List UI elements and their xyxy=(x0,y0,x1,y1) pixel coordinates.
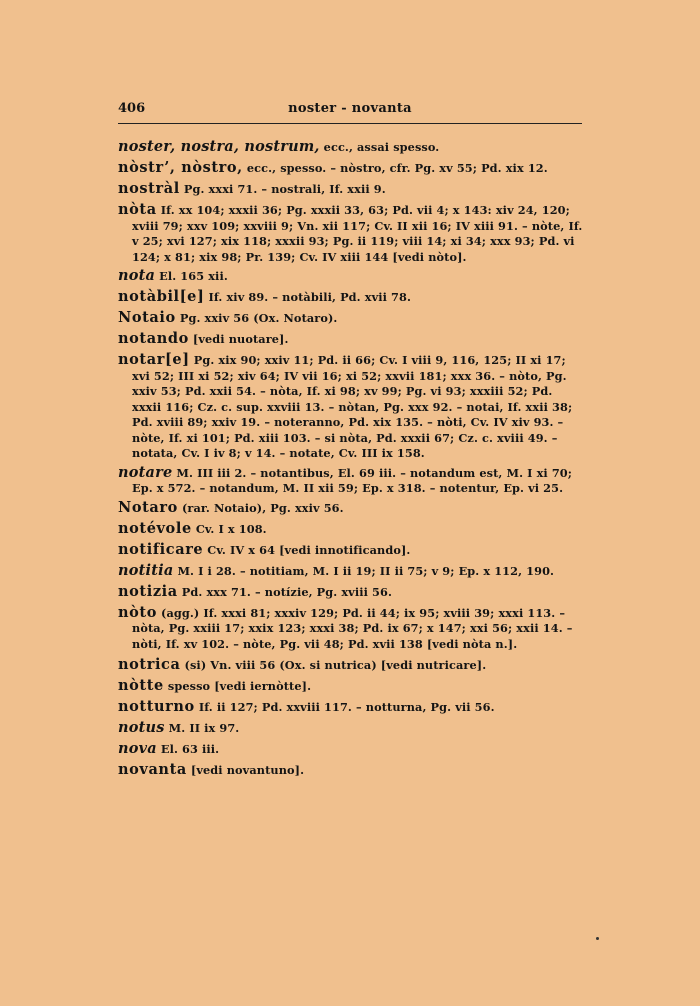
entry xyxy=(118,160,584,177)
entry xyxy=(118,352,584,462)
page-number: 406 xyxy=(118,101,146,116)
entry xyxy=(118,139,584,156)
entry xyxy=(118,500,584,517)
entry-headword: Notaio xyxy=(118,309,176,326)
entry-body: Pg. xix 90; xxiv 11; Pd. ii 66; Cv. I viii 9, 116, 125; II xi 17; xvi 52; III xi 52; xiv 64; IV vii 16; xi 52; xxvii 181; xxx 36. – nòto, Pg. xxiv 53; Pd. xxii 54. – nòta, If. xi 98; xv 99; Pg. vi 93; xxxiii 52; Pd. xxxii 116; Cz. c. sup. xxviii 13. – nòtan, Pg. xxx 92. – notai, If. xxii 38; Pd. xviii 89; xxiv 19. – noteranno, Pd. xix 135. – nòti, Cv. IV xiv 93. – nòte, If. xi 101; Pd. xiii 103. – si nòta, Pd. xxxii 67; Cz. c. xviii 49. – notata, Cv. I iv 8; v 14. – notate, Cv. III ix 158. xyxy=(132,353,573,460)
header-rule xyxy=(118,123,582,124)
entry-headword: nòtte xyxy=(118,676,164,694)
entry-body: [vedi novantuno]. xyxy=(186,762,305,777)
entry xyxy=(118,584,584,601)
entry xyxy=(118,699,584,716)
entry xyxy=(118,465,584,497)
entry-headword: nòta xyxy=(118,201,157,218)
entry xyxy=(118,181,584,198)
entry-headword: nota xyxy=(118,267,156,284)
entry-body: If. xx 104; xxxii 36; Pg. xxxii 33, 63; Pd. vii 4; x 143: xiv 24, 120; xviii 79; xxv 109; xxviii 9; Vn. xii 117; Cv. II xii 16; IV xiii 91. – nòte, If. v 25; xvi 127; xix 118; xxxii 93; Pg. ii 119; viii 14; xi 34; xxx 93; Pd. vi 124; x 81; xix 98; Pr. 139; Cv. IV xiii 144 [vedi nòto]. xyxy=(132,203,583,264)
entry xyxy=(118,563,584,580)
entry-body: spesso [vedi iernòtte]. xyxy=(163,678,312,693)
entry xyxy=(118,202,584,265)
entry-body: Cv. I x 108. xyxy=(191,521,267,536)
entry-headword: notus xyxy=(118,718,165,736)
entry-body: ecc., spesso. – nòstro, cfr. Pg. xv 55; Pd. xix 12. xyxy=(242,161,548,175)
entry-body: If. ii 127; Pd. xxviii 117. – notturna, Pg. vii 56. xyxy=(194,699,495,714)
entry-headword: nòstr’, nòstro, xyxy=(118,159,243,176)
entry xyxy=(118,720,584,737)
entry xyxy=(118,605,584,653)
entry xyxy=(118,268,584,285)
entry-headword: Notaro xyxy=(118,498,178,516)
entry-body: El. 63 iii. xyxy=(156,741,220,756)
entry-headword: novanta xyxy=(118,760,187,778)
entry xyxy=(118,289,584,306)
entry-headword: notare xyxy=(118,463,173,481)
entry xyxy=(118,741,584,758)
entry-headword: nova xyxy=(118,739,157,757)
entry-headword: notrica xyxy=(118,655,181,673)
entry-body: M. II ix 97. xyxy=(164,720,240,735)
entry-body: Pg. xxiv 56 (Ox. Notaro). xyxy=(175,311,338,325)
entry-body: [vedi nuotare]. xyxy=(188,332,289,346)
entry-headword: notar[e] xyxy=(118,351,190,368)
entry xyxy=(118,762,584,779)
entry xyxy=(118,542,584,559)
entry-body: ecc., assai spesso. xyxy=(319,140,440,154)
entry-headword: notando xyxy=(118,330,189,347)
entry-headword: nostràl xyxy=(118,180,180,197)
entry-body: (rar. Notaio), Pg. xxiv 56. xyxy=(177,500,344,515)
entry-headword: notizia xyxy=(118,582,178,600)
entry-headword: notificare xyxy=(118,540,204,558)
entry xyxy=(118,331,584,348)
entry-body: M. I i 28. – notitiam, M. I ii 19; II ii 75; v 9; Ep. x 112, 190. xyxy=(173,563,555,578)
entry-headword: notàbil[e] xyxy=(118,288,205,305)
entry xyxy=(118,310,584,327)
entry-headword: notévole xyxy=(118,519,192,537)
entry-list xyxy=(118,139,584,783)
entry-headword: notitia xyxy=(118,561,174,579)
entry-body: Pd. xxx 71. – notízie, Pg. xviii 56. xyxy=(177,584,393,599)
running-title: noster - novanta xyxy=(288,101,412,116)
entry-body: Pg. xxxi 71. – nostrali, If. xxii 9. xyxy=(179,182,386,196)
paper-speck xyxy=(596,937,599,940)
entry-headword: noster, nostra, nostrum, xyxy=(118,138,320,155)
entry-body: El. 165 xii. xyxy=(155,269,228,283)
entry-body: M. III iii 2. – notantibus, El. 69 iii. – notandum est, M. I xi 70; Ep. x 572. – notandum, M. II xii 59; Ep. x 318. – notentur, Ep. vi 25. xyxy=(132,465,573,495)
entry-body: Cv. IV x 64 [vedi innotificando]. xyxy=(203,542,411,557)
entry-headword: notturno xyxy=(118,697,195,715)
entry-body: (si) Vn. viii 56 (Ox. si nutrica) [vedi nutricare]. xyxy=(180,657,487,672)
page-header xyxy=(118,101,582,121)
entry xyxy=(118,678,584,695)
entry xyxy=(118,657,584,674)
entry-body: (agg.) If. xxxi 81; xxxiv 129; Pd. ii 44; ix 95; xviii 39; xxxi 113. – nòta, Pg. xxiii 17; xxix 123; xxxi 38; Pd. ix 67; x 147; xxi 56; xxii 14. – nòti, If. xv 102. – nòte, Pg. vii 48; Pd. xvii 138 [vedi nòta n.]. xyxy=(132,605,573,651)
entry-body: If. xiv 89. – notàbili, Pd. xvii 78. xyxy=(204,290,412,304)
entry-headword: nòto xyxy=(118,603,157,621)
entry xyxy=(118,521,584,538)
